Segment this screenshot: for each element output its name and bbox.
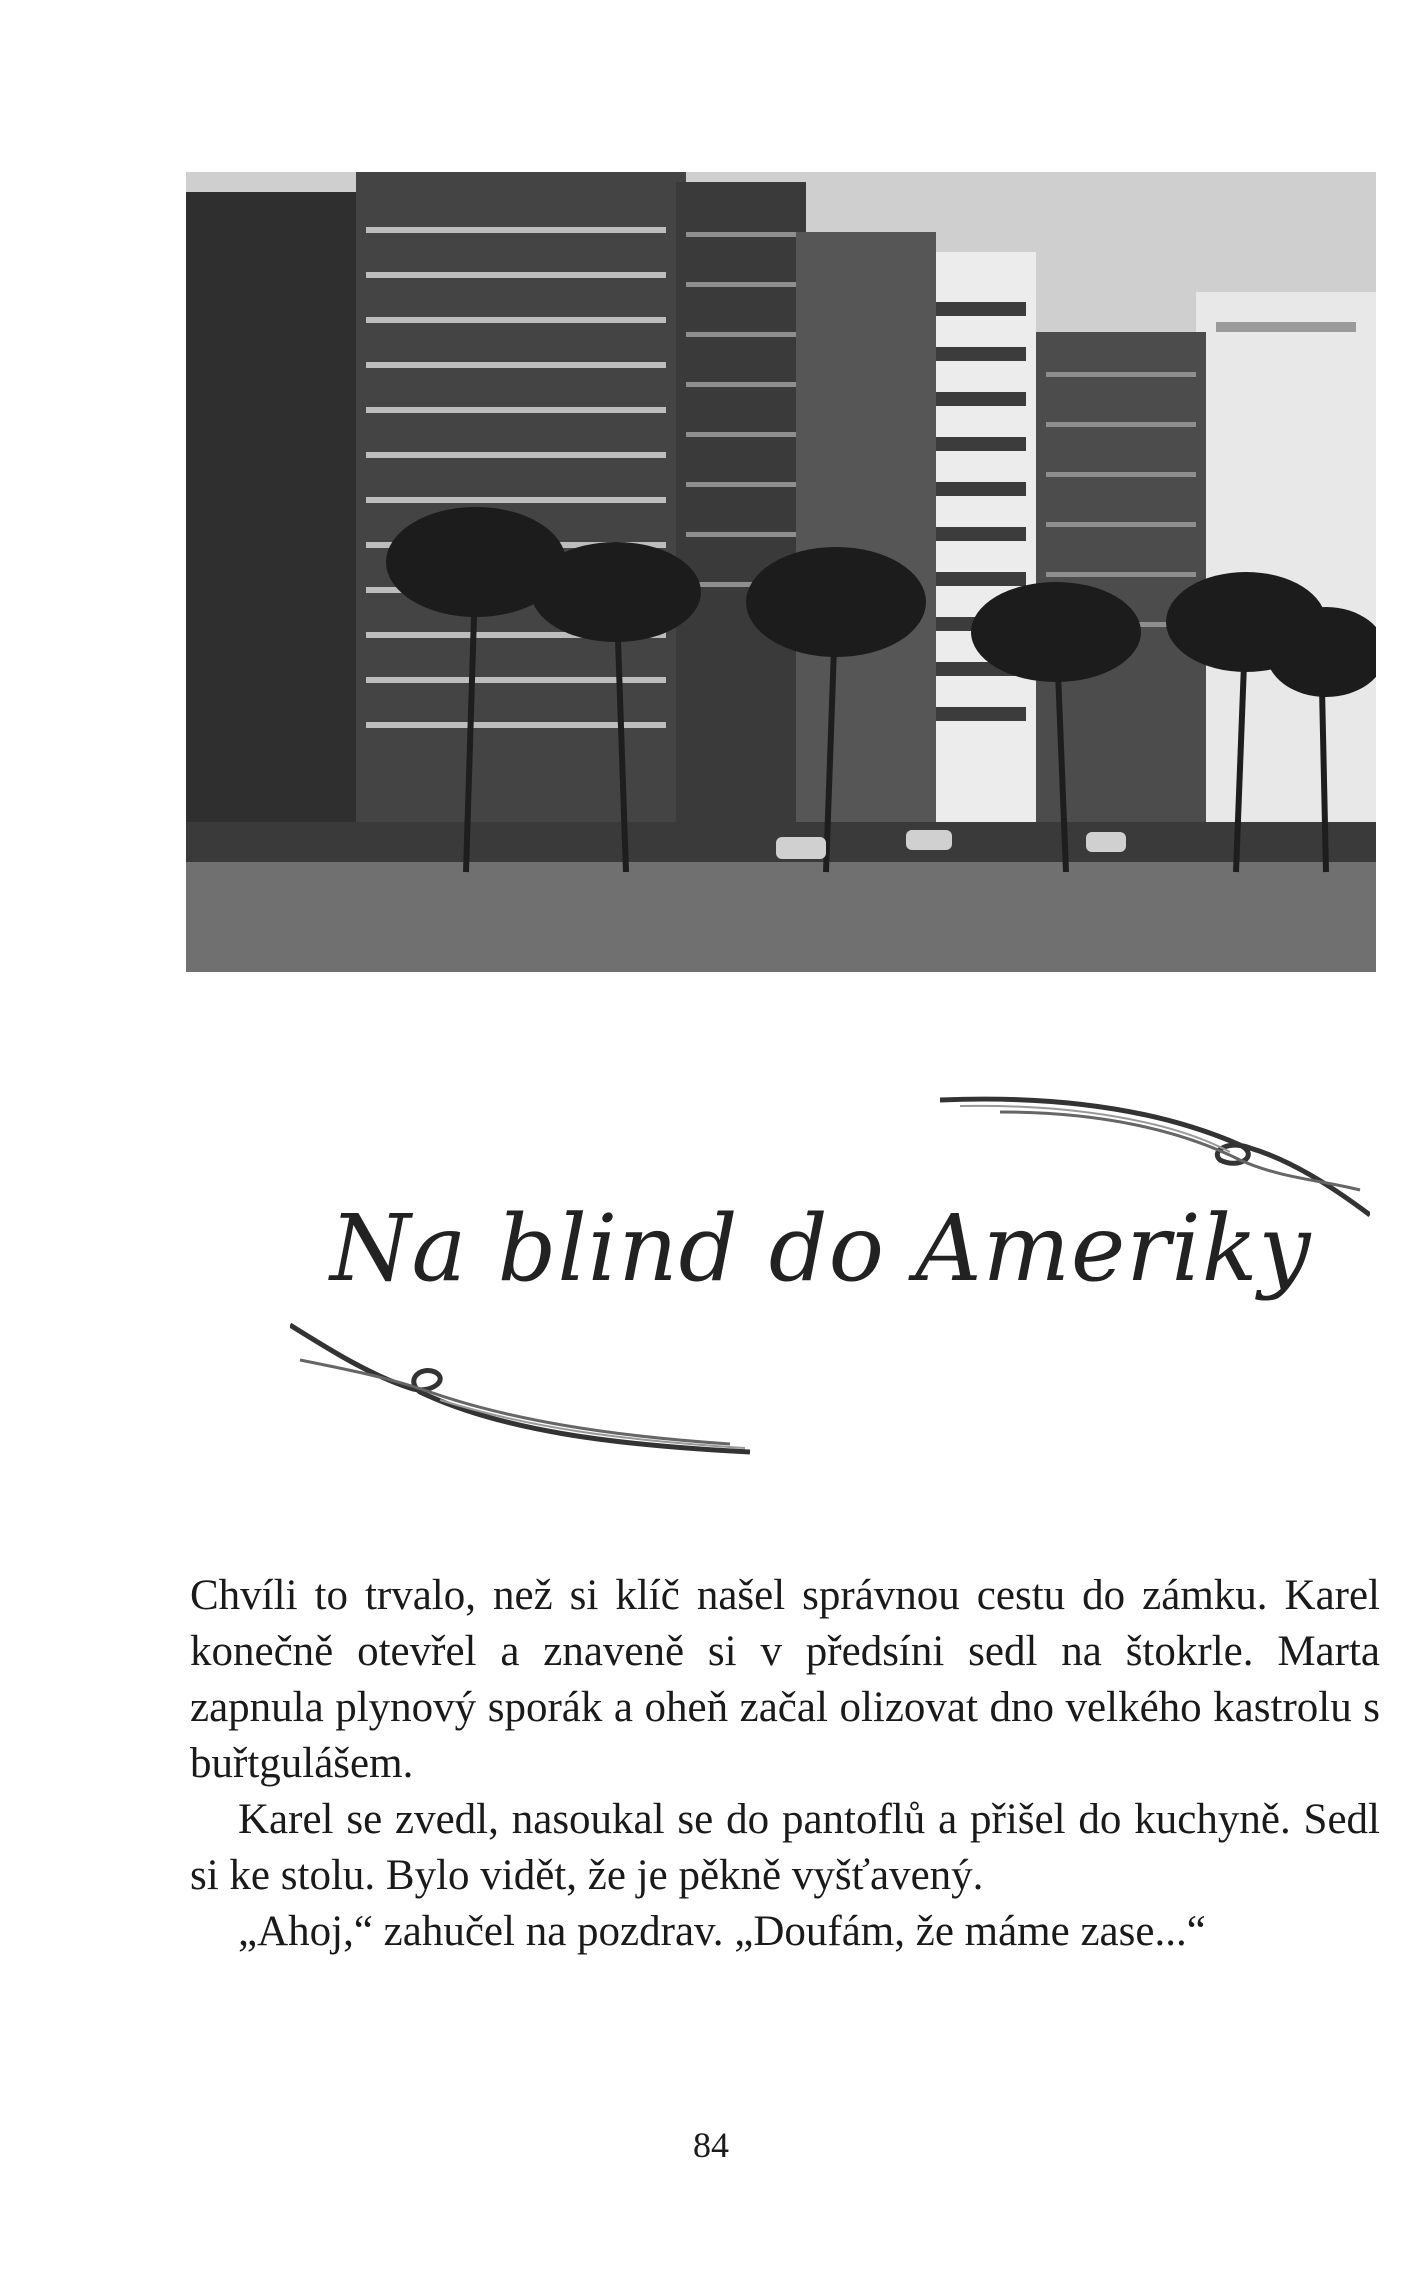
building-photo	[186, 172, 1376, 972]
body-text	[190, 1568, 1380, 1960]
ornament-swash-bottom	[290, 1320, 750, 1460]
page-number: 84	[693, 2125, 729, 2165]
paragraph: „Ahoj,“ zahučel na pozdrav. „Doufám, že máme zase...“	[238, 1908, 1206, 1955]
chapter-title: Na blind do Ameriky	[330, 1195, 1312, 1302]
paragraph: Chvíli to trvalo, než si klíč našel správnou cestu do zámku. Karel konečně otevřel a znaveně si v předsíni sedl na štokrle. Marta zapnula plynový sporák a oheň začal olizovat dno velkého kastrolu s buřtgulášem.	[190, 1572, 1380, 1787]
photo-illustration	[186, 172, 1376, 972]
paragraph: Karel se zvedl, nasoukal se do pantoflů a přišel do kuchyně. Sedl si ke stolu. Bylo vidět, že je pěkně vyšťavený.	[190, 1796, 1380, 1899]
